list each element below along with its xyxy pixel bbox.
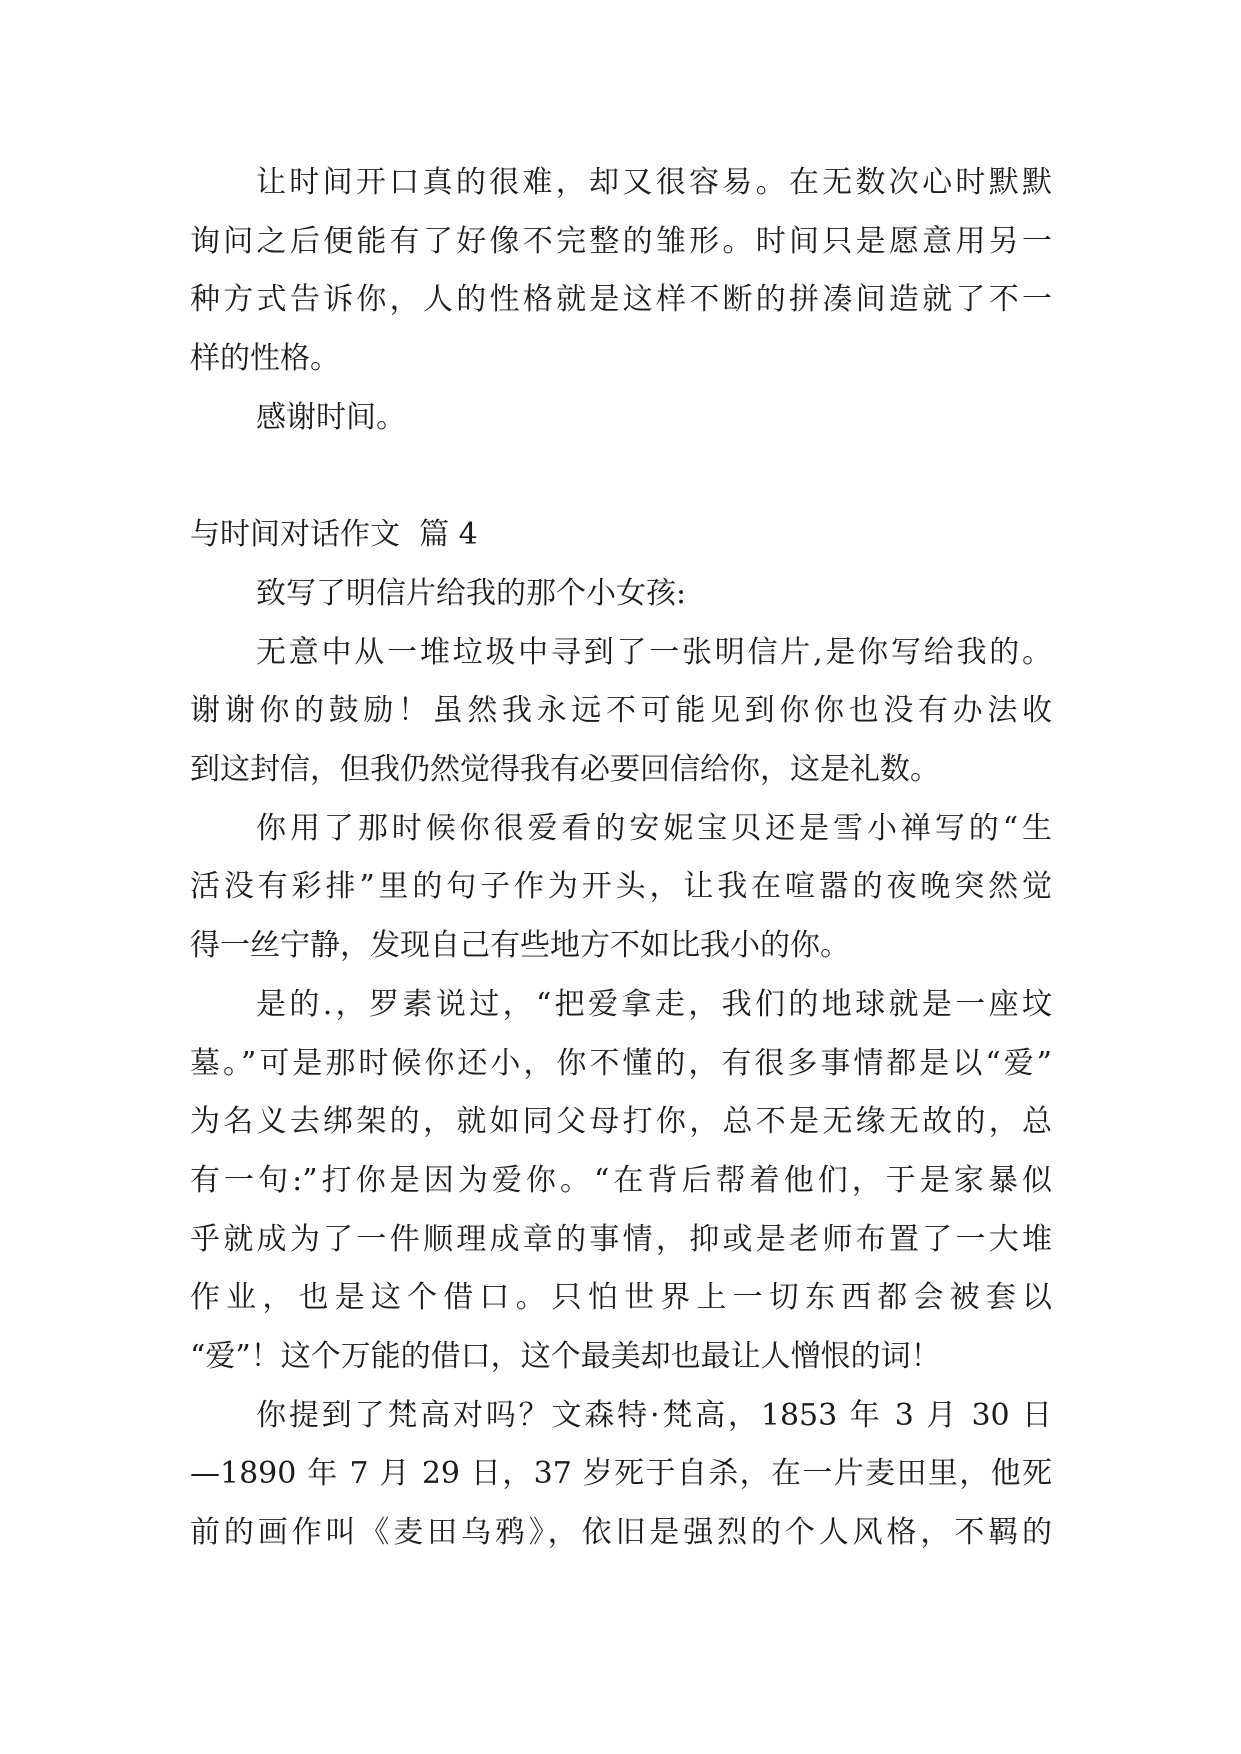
text-line: 墓。”可是那时候你还小，你不懂的，有很多事情都是以“爱”: [190, 1045, 1052, 1081]
section-heading: 与时间对话作文 篇 4: [190, 517, 478, 553]
text-line: 询问之后便能有了好像不完整的雏形。时间只是愿意用另一: [190, 223, 1052, 259]
text-line: 种方式告诉你，人的性格就是这样不断的拼凑间造就了不一: [190, 282, 1052, 318]
text-line: 到这封信，但我仍然觉得我有必要回信给你，这是礼数。: [190, 752, 940, 788]
paragraph-5: [190, 800, 1052, 976]
text-line: 为名义去绑架的，就如同父母打你，总不是无缘无故的，总: [190, 1104, 1052, 1140]
text-line: 致写了明信片给我的那个小女孩:: [256, 575, 687, 611]
text-line: 你用了那时候你很爱看的安妮宝贝还是雪小禅写的“生: [256, 810, 1052, 846]
text-line: 让时间开口真的很难，却又很容易。在无数次心时默默: [256, 165, 1052, 200]
text-line: 无意中从一堆垃圾中寻到了一张明信片,是你写给我的。: [256, 634, 1052, 670]
blank-line: [190, 448, 1052, 507]
text-line: 前的画作叫《麦田乌鸦》，依旧是强烈的个人风格，不羁的: [190, 1515, 1052, 1551]
paragraph-1: [190, 154, 1052, 389]
paragraph-7: [190, 1387, 1052, 1563]
text-line: 你提到了梵高对吗？文森特·梵高，1853 年 3 月 30 日: [256, 1397, 1052, 1433]
text-line: 有一句:”打你是因为爱你。“在背后帮着他们，于是家暴似: [190, 1162, 1052, 1198]
paragraph-2: [190, 389, 1052, 448]
text-line: 得一丝宁静，发现自己有些地方不如比我小的你。: [190, 928, 850, 964]
text-line: 乎就成为了一件顺理成章的事情，抑或是老师布置了一大堆: [190, 1221, 1052, 1257]
paragraph-3: [190, 565, 1052, 624]
text-line: —1890 年 7 月 29 日，37 岁死于自杀，在一片麦田里，他死: [190, 1456, 1052, 1492]
text-line: 谢谢你的鼓励！虽然我永远不可能见到你你也没有办法收: [190, 693, 1052, 729]
text-line: 活没有彩排”里的句子作为开头，让我在喧嚣的夜晚突然觉: [190, 869, 1052, 905]
paragraph-4: [190, 624, 1052, 800]
document-body: [190, 154, 1052, 1563]
text-line: 样的性格。: [190, 341, 340, 377]
paragraph-6: [190, 976, 1052, 1387]
text-line: 是的.，罗素说过，“把爱拿走，我们的地球就是一座坟: [256, 986, 1052, 1022]
text-line: “爱”！这个万能的借口，这个最美却也最让人憎恨的词！: [190, 1339, 941, 1375]
text-line: 感谢时间。: [256, 399, 406, 435]
text-line: 作业，也是这个借口。只怕世界上一切东西都会被套以: [190, 1280, 1052, 1316]
